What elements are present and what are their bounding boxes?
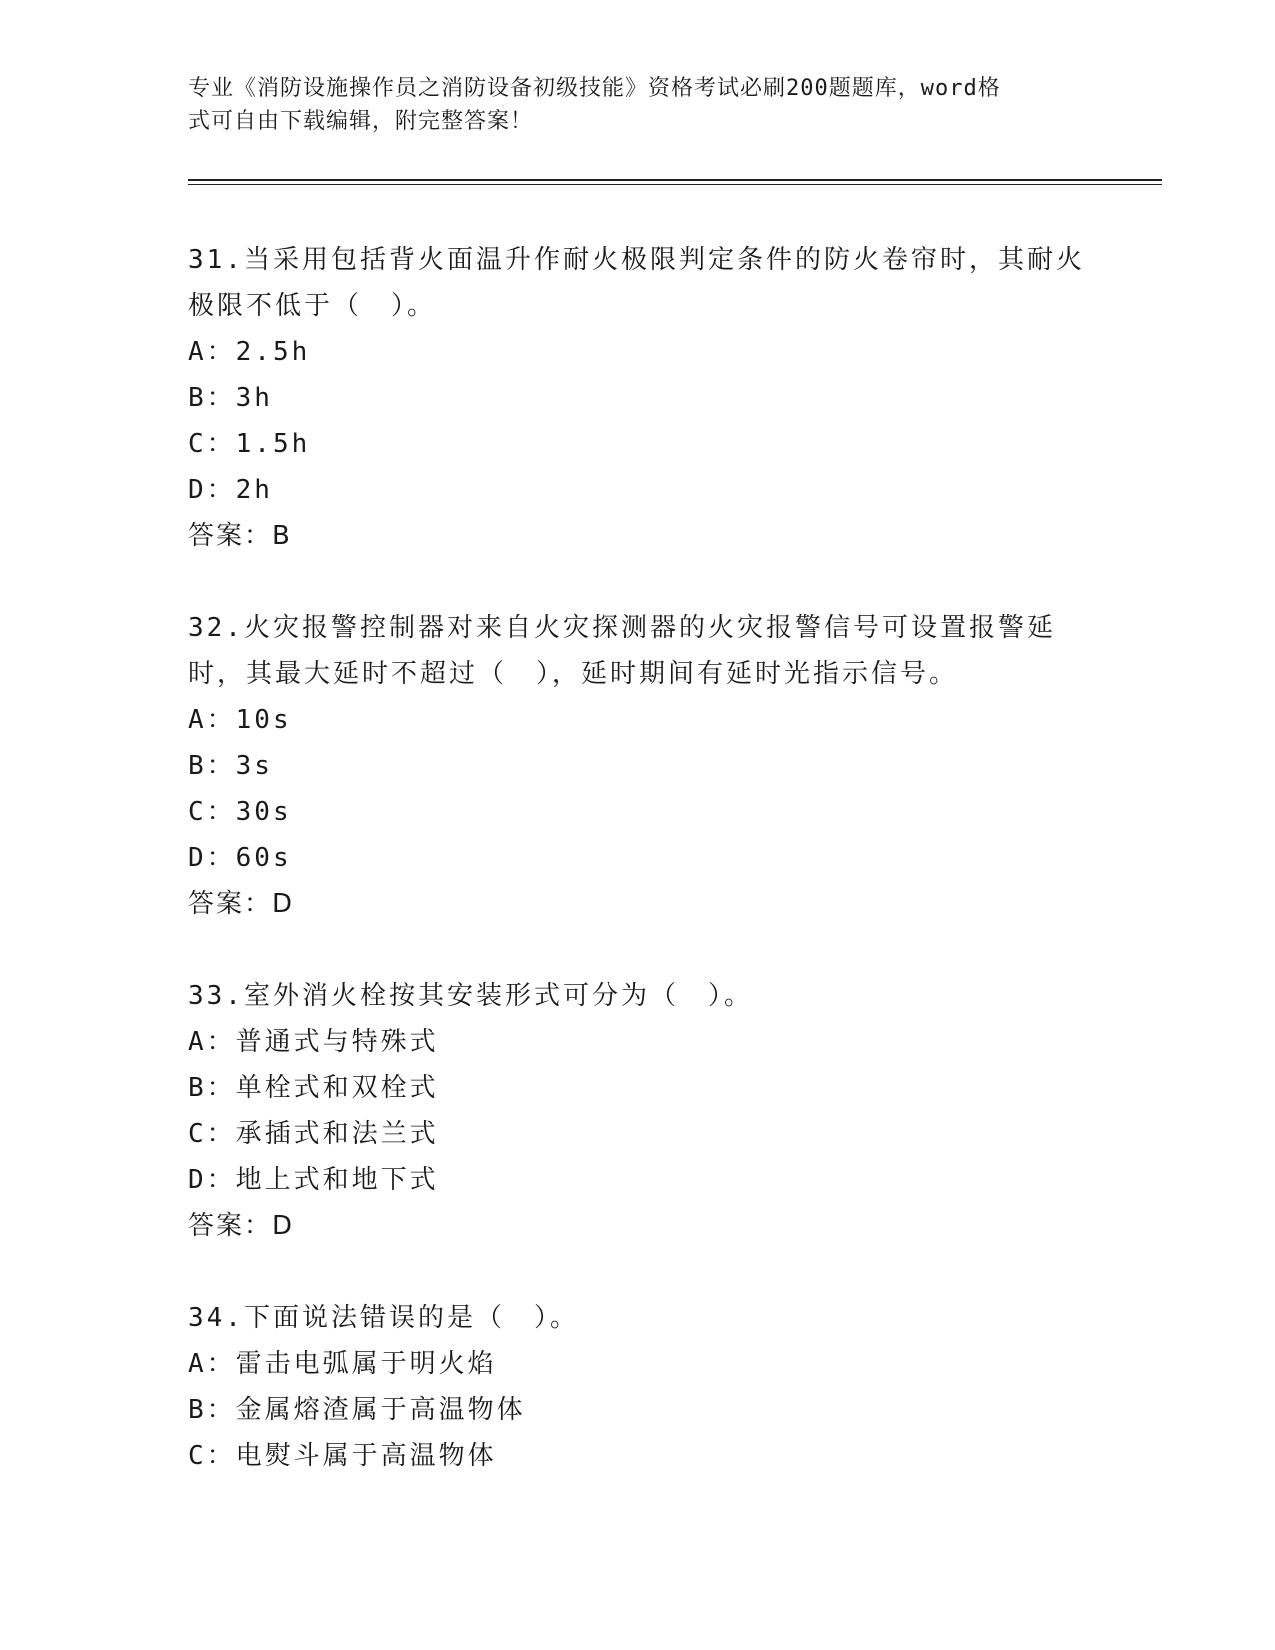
question-34 — [188, 1295, 1088, 1479]
option-d: D：60s — [188, 843, 292, 873]
question-32 — [188, 605, 1088, 927]
question-33 — [188, 973, 1088, 1249]
option-d: D：2h — [188, 475, 273, 505]
answer-line: 答案：D — [188, 889, 295, 919]
option-a: A：10s — [188, 705, 292, 735]
question-text: 32.火灾报警控制器对来自火灾探测器的火灾报警信号可设置报警延时，其最大延时不超过（ ），延时期间有延时光指示信号。 — [188, 613, 1056, 689]
question-text: 31.当采用包括背火面温升作耐火极限判定条件的防火卷帘时，其耐火极限不低于（ ）。 — [188, 245, 1085, 321]
option-c: C：承插式和法兰式 — [188, 1119, 439, 1149]
answer-line: 答案：D — [188, 1211, 295, 1241]
option-c: C：电熨斗属于高温物体 — [188, 1441, 497, 1471]
header-divider-thin — [188, 184, 1162, 185]
option-d: D：地上式和地下式 — [188, 1165, 439, 1195]
option-b: B：金属熔渣属于高温物体 — [188, 1395, 526, 1425]
question-text: 33.室外消火栓按其安装形式可分为（ ）。 — [188, 981, 753, 1011]
question-list — [188, 237, 1088, 1525]
question-31 — [188, 237, 1088, 559]
header-divider-thick — [188, 179, 1162, 181]
option-b: B：3h — [188, 383, 273, 413]
option-a: A：2.5h — [188, 337, 311, 367]
option-b: B：3s — [188, 751, 273, 781]
document-header — [188, 72, 1088, 138]
option-c: C：30s — [188, 797, 292, 827]
question-text: 34.下面说法错误的是（ ）。 — [188, 1303, 579, 1333]
option-b: B：单栓式和双栓式 — [188, 1073, 439, 1103]
option-a: A：普通式与特殊式 — [188, 1027, 439, 1057]
header-line-1: 专业《消防设施操作员之消防设备初级技能》资格考试必刷200题题库，word格 — [188, 76, 1001, 101]
option-a: A：雷击电弧属于明火焰 — [188, 1349, 497, 1379]
header-line-2: 式可自由下载编辑，附完整答案！ — [188, 109, 534, 134]
answer-line: 答案：B — [188, 521, 292, 551]
option-c: C：1.5h — [188, 429, 311, 459]
